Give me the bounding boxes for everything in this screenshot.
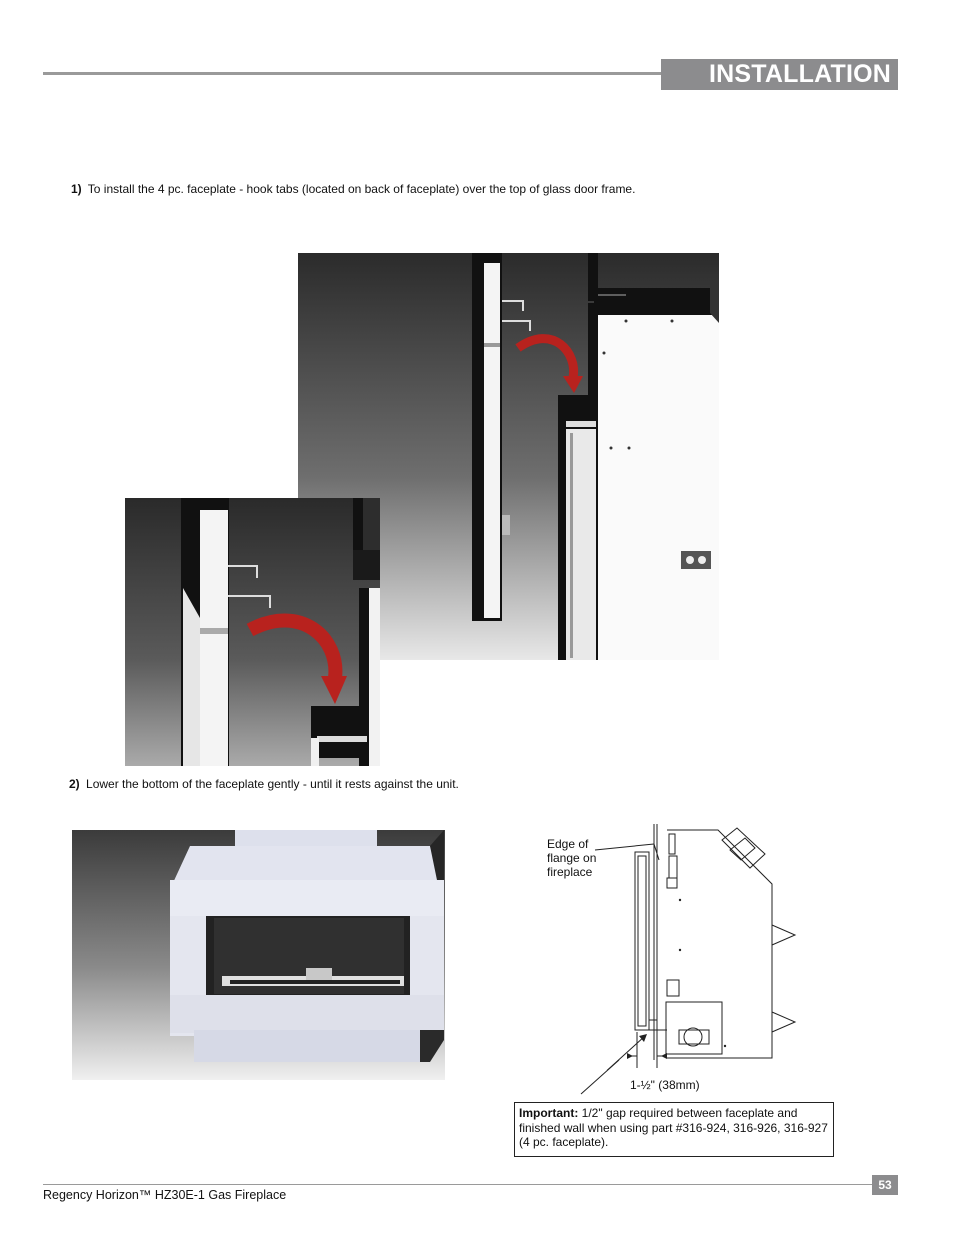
edge-label-line-3: fireplace bbox=[547, 865, 593, 879]
section-title: INSTALLATION bbox=[661, 59, 898, 90]
dimension-label: 1-½" (38mm) bbox=[630, 1078, 700, 1092]
step-1 bbox=[71, 182, 871, 197]
important-note-text: 1/2" gap required between faceplate and finished wall when using part #316-924, 316-926, 316-927 (4 pc. faceplate). bbox=[519, 1106, 828, 1149]
step-2-text: Lower the bottom of the faceplate gently - until it rests against the unit. bbox=[86, 777, 459, 791]
step-2 bbox=[69, 777, 869, 792]
step-1-number: 1) bbox=[71, 182, 82, 196]
header-rule bbox=[43, 72, 663, 75]
side-view-clearance-diagram bbox=[575, 820, 800, 1070]
edge-label-line-2: flange on bbox=[547, 851, 597, 865]
footer-rule bbox=[43, 1184, 873, 1185]
footer-product-name: Regency Horizon™ HZ30E-1 Gas Fireplace bbox=[43, 1188, 287, 1202]
edge-label-line-1: Edge of bbox=[547, 837, 589, 851]
step-2-number: 2) bbox=[69, 777, 80, 791]
edge-of-flange-label bbox=[547, 837, 596, 879]
step-1-text: To install the 4 pc. faceplate - hook tabs (located on back of faceplate) over the top of glass door frame. bbox=[87, 182, 636, 196]
page-number: 53 bbox=[872, 1175, 898, 1195]
faceplate-installed-rendering bbox=[72, 830, 445, 1080]
faceplate-hook-illustration-closeup bbox=[125, 498, 380, 766]
important-note-box bbox=[514, 1102, 834, 1157]
important-note-label: Important: bbox=[519, 1106, 579, 1120]
